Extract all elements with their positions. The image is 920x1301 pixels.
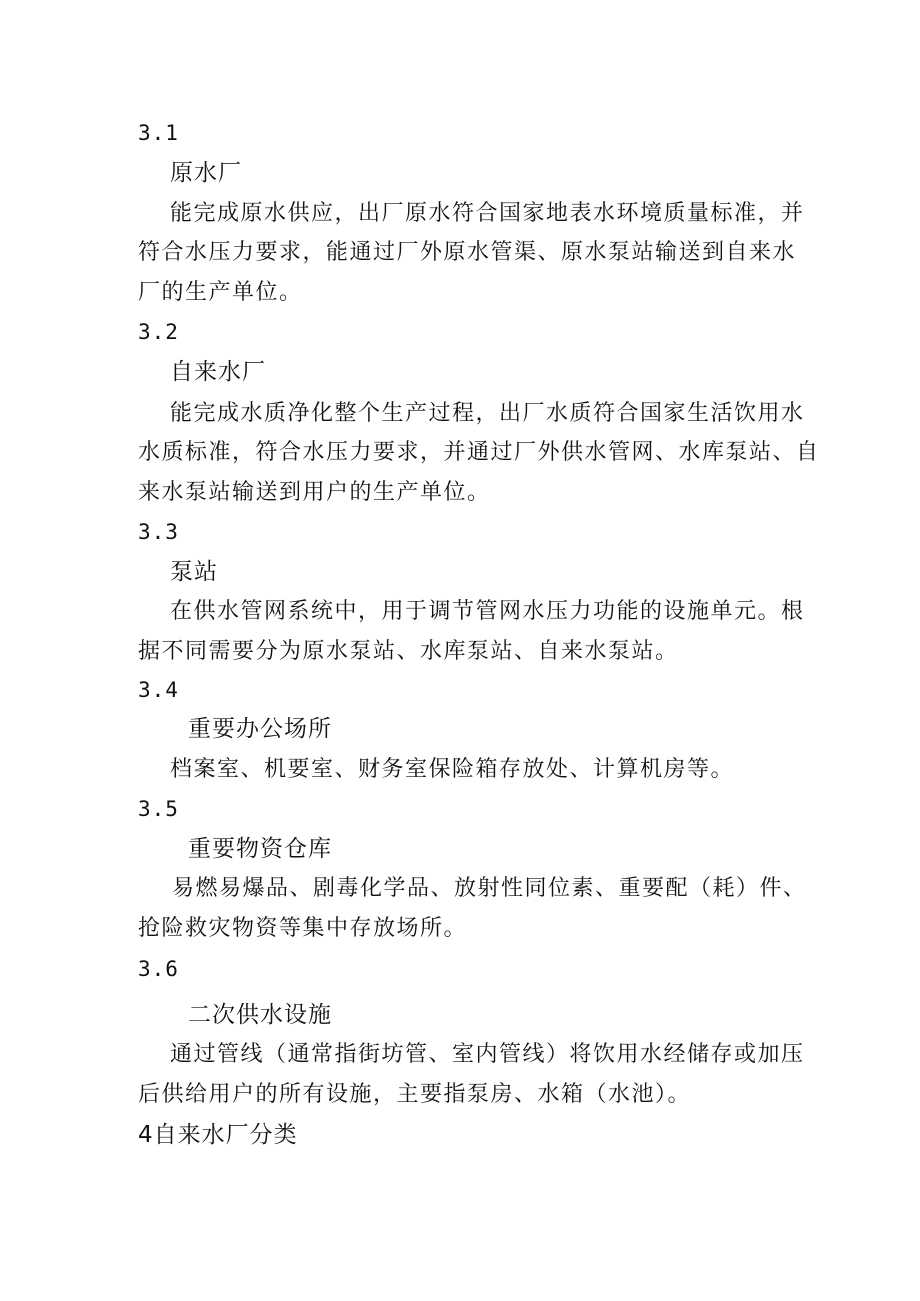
definition-line: 符合水压力要求，能通过厂外原水管渠、原水泵站输送到自来水 (138, 240, 797, 265)
term-title: 重要物资仓库 (188, 836, 332, 862)
section-number: 3.4 (138, 678, 179, 702)
section-number: 3.5 (138, 797, 179, 821)
definition-line: 据不同需要分为原水泵站、水库泵站、自来水泵站。 (138, 639, 679, 664)
term-title: 自来水厂 (170, 359, 266, 385)
definition-line: 易燃易爆品、剧毒化学品、放射性同位素、重要配（耗）件、 (172, 876, 807, 901)
definition-line: 通过管线（通常指街坊管、室内管线）将饮用水经储存或加压 (170, 1042, 805, 1067)
definition-line: 水质标准，符合水压力要求，并通过厂外供水管网、水库泵站、自 (138, 440, 820, 465)
chapter-heading: 4自来水厂分类 (138, 1122, 298, 1148)
definition-line: 档案室、机要室、财务室保险箱存放处、计算机房等。 (170, 757, 735, 782)
term-title: 原水厂 (170, 160, 242, 186)
section-number: 3.1 (138, 121, 179, 145)
term-title: 泵站 (170, 559, 218, 585)
definition-line: 后供给用户的所有设施，主要指泵房、水箱（水池）。 (138, 1082, 692, 1107)
definition-line: 能完成原水供应，出厂原水符合国家地表水环境质量标准，并 (170, 201, 805, 226)
term-title: 二次供水设施 (188, 1002, 332, 1028)
definition-line: 能完成水质净化整个生产过程，出厂水质符合国家生活饮用水 (170, 401, 805, 426)
definition-line: 来水泵站输送到用户的生产单位。 (138, 480, 491, 505)
section-number: 3.2 (138, 320, 179, 344)
section-number: 3.3 (138, 520, 179, 544)
term-title: 重要办公场所 (188, 716, 332, 742)
definition-line: 厂的生产单位。 (138, 280, 303, 305)
definition-line: 在供水管网系统中，用于调节管网水压力功能的设施单元。根 (170, 599, 805, 624)
definition-line: 抢险救灾物资等集中存放场所。 (138, 916, 468, 941)
section-number: 3.6 (138, 957, 179, 981)
